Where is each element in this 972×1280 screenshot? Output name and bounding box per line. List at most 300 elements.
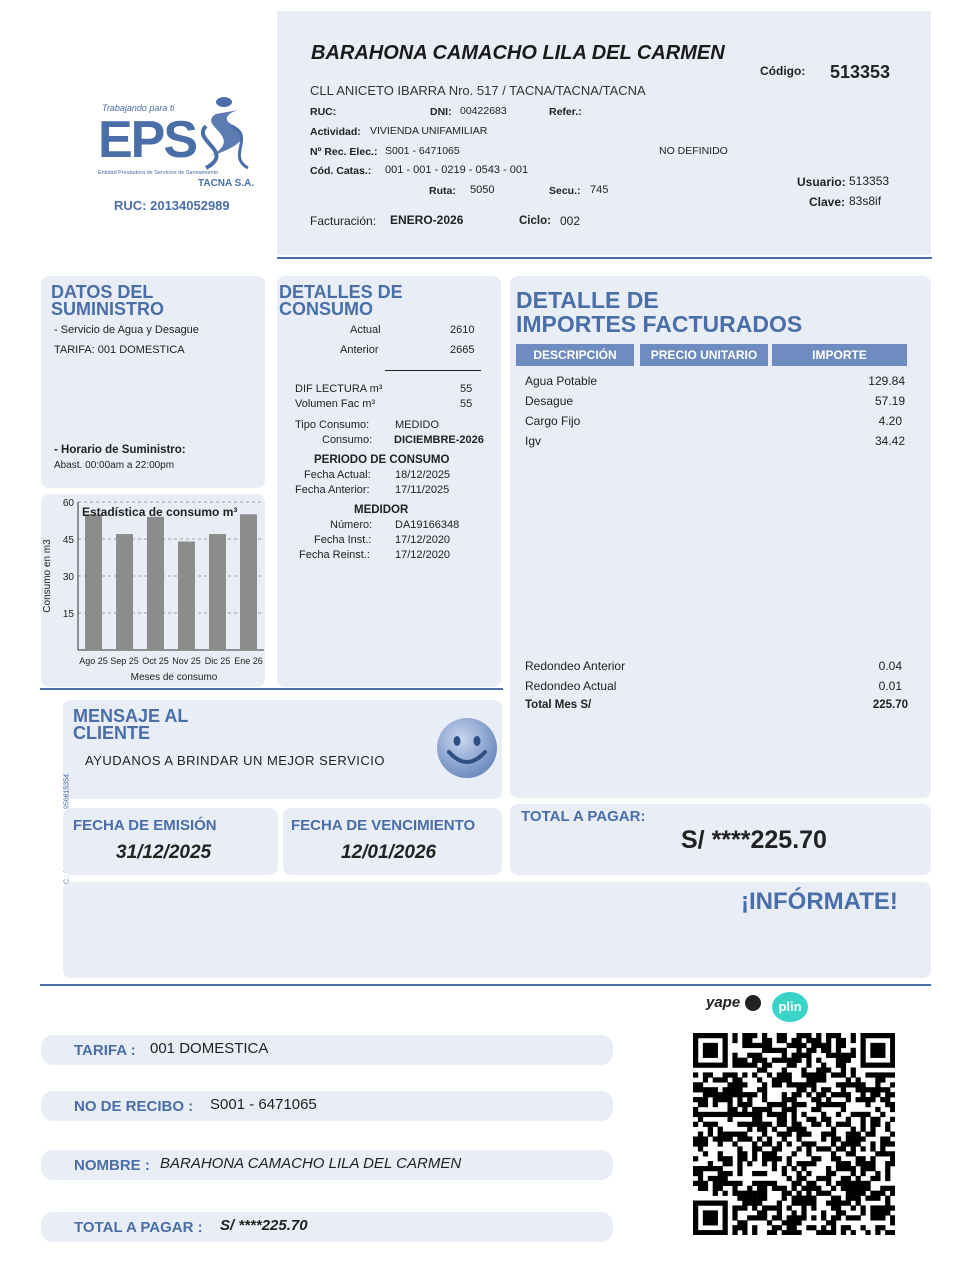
qr-module — [806, 1053, 811, 1058]
qr-module — [890, 1191, 895, 1196]
qr-module — [796, 1220, 801, 1225]
chart-bar — [209, 534, 226, 650]
qr-module — [792, 1117, 797, 1122]
suministro-title-1: DATOS DEL — [51, 282, 154, 302]
qr-module — [737, 1122, 742, 1127]
qr-module — [880, 1205, 885, 1210]
qr-module — [821, 1191, 826, 1196]
qr-module — [841, 1225, 846, 1230]
qr-module — [762, 1063, 767, 1068]
qr-module — [811, 1077, 816, 1082]
qr-module — [811, 1161, 816, 1166]
qr-module — [831, 1156, 836, 1161]
qr-module — [801, 1112, 806, 1117]
qr-module — [747, 1136, 752, 1141]
qr-module — [737, 1171, 742, 1176]
qr-module — [723, 1215, 728, 1220]
qr-module — [703, 1072, 708, 1077]
qr-module — [757, 1122, 762, 1127]
qr-module — [870, 1097, 875, 1102]
qr-module — [737, 1082, 742, 1087]
qr-module — [796, 1136, 801, 1141]
qr-module — [718, 1097, 723, 1102]
qr-module — [875, 1063, 880, 1068]
qr-module — [718, 1151, 723, 1156]
qr-module — [747, 1196, 752, 1201]
qr-module — [870, 1122, 875, 1127]
bottom-tarifa-label: TARIFA : — [74, 1042, 136, 1059]
qr-module — [811, 1097, 816, 1102]
qr-module — [708, 1176, 713, 1181]
qr-module — [865, 1063, 870, 1068]
qr-module — [762, 1186, 767, 1191]
qr-module — [777, 1141, 782, 1146]
qr-module — [762, 1058, 767, 1063]
x-tick-label: Ene 26 — [234, 656, 263, 666]
qr-module — [703, 1136, 708, 1141]
qr-module — [870, 1166, 875, 1171]
qr-module — [708, 1043, 713, 1048]
qr-module — [762, 1151, 767, 1156]
consumo-divider — [385, 370, 481, 371]
y-axis-label: Consumo en m3 — [42, 539, 53, 613]
qr-module — [703, 1033, 708, 1038]
qr-module — [723, 1077, 728, 1082]
qr-module — [713, 1053, 718, 1058]
qr-module — [742, 1112, 747, 1117]
qr-module — [796, 1132, 801, 1137]
qr-module — [801, 1033, 806, 1038]
qr-module — [698, 1097, 703, 1102]
qr-module — [851, 1181, 856, 1186]
qr-module — [851, 1136, 856, 1141]
qr-module — [846, 1215, 851, 1220]
qr-module — [718, 1186, 723, 1191]
qr-module — [693, 1112, 698, 1117]
qr-module — [870, 1063, 875, 1068]
qr-module — [836, 1156, 841, 1161]
qr-module — [796, 1043, 801, 1048]
chart-bar — [116, 534, 133, 650]
qr-module — [742, 1225, 747, 1230]
qr-module — [723, 1033, 728, 1038]
qr-module — [851, 1112, 856, 1117]
qr-module — [713, 1043, 718, 1048]
qr-module — [861, 1225, 866, 1230]
qr-module — [762, 1043, 767, 1048]
qr-module — [693, 1171, 698, 1176]
qr-module — [821, 1136, 826, 1141]
qr-module — [767, 1205, 772, 1210]
qr-module — [846, 1141, 851, 1146]
qr-module — [708, 1087, 713, 1092]
qr-module — [732, 1191, 737, 1196]
qr-module — [757, 1210, 762, 1215]
qr-module — [727, 1132, 732, 1137]
qr-module — [880, 1063, 885, 1068]
qr-module — [836, 1048, 841, 1053]
qr-module — [801, 1053, 806, 1058]
qr-module — [875, 1072, 880, 1077]
qr-module — [890, 1102, 895, 1107]
consumo-title-1: DETALLES DE — [279, 282, 403, 302]
qr-module — [792, 1127, 797, 1132]
qr-module — [856, 1176, 861, 1181]
qr-module — [742, 1072, 747, 1077]
dif-value: 55 — [460, 383, 473, 395]
qr-module — [698, 1132, 703, 1137]
redondeo-anterior-label: Redondeo Anterior — [525, 659, 626, 673]
qr-module — [851, 1053, 856, 1058]
logo-subtitle: Entidad Prestadora de Servicios de Saneamiento — [98, 170, 219, 176]
qr-module — [875, 1151, 880, 1156]
qr-module — [727, 1117, 732, 1122]
qr-module — [787, 1132, 792, 1137]
qr-module — [727, 1072, 732, 1077]
bottom-recibo — [41, 1091, 613, 1121]
qr-module — [792, 1097, 797, 1102]
qr-module — [767, 1230, 772, 1235]
qr-module — [870, 1043, 875, 1048]
qr-module — [723, 1072, 728, 1077]
qr-module — [703, 1097, 708, 1102]
qr-module — [806, 1072, 811, 1077]
qr-module — [885, 1087, 890, 1092]
qr-module — [826, 1122, 831, 1127]
qr-module — [890, 1156, 895, 1161]
qr-module — [865, 1166, 870, 1171]
qr-module — [762, 1141, 767, 1146]
qr-module — [856, 1141, 861, 1146]
qr-module — [851, 1082, 856, 1087]
qr-module — [856, 1215, 861, 1220]
total-mes-label: Total Mes S/ — [525, 699, 592, 711]
qr-module — [698, 1146, 703, 1151]
qr-module — [885, 1176, 890, 1181]
redondeo-anterior-value: 0.04 — [878, 659, 902, 673]
qr-module — [861, 1156, 866, 1161]
qr-module — [727, 1161, 732, 1166]
qr-module — [772, 1146, 777, 1151]
qr-module — [875, 1215, 880, 1220]
qr-module — [841, 1161, 846, 1166]
qr-module — [826, 1033, 831, 1038]
qr-module — [708, 1230, 713, 1235]
qr-module — [885, 1097, 890, 1102]
qr-module — [851, 1067, 856, 1072]
qr-module — [732, 1092, 737, 1097]
qr-module — [713, 1087, 718, 1092]
chart-bar — [240, 514, 257, 650]
qr-module — [846, 1191, 851, 1196]
qr-module — [792, 1151, 797, 1156]
qr-module — [821, 1048, 826, 1053]
qr-module — [742, 1191, 747, 1196]
qr-module — [821, 1043, 826, 1048]
freinst-value: 17/12/2020 — [395, 549, 451, 561]
qr-module — [762, 1048, 767, 1053]
qr-module — [787, 1127, 792, 1132]
qr-module — [841, 1201, 846, 1206]
qr-module — [831, 1127, 836, 1132]
qr-module — [757, 1146, 762, 1151]
qr-module — [870, 1210, 875, 1215]
qr-module — [836, 1146, 841, 1151]
qr-module — [782, 1097, 787, 1102]
qr-module — [742, 1205, 747, 1210]
catas-label: Cód. Catas.: — [310, 165, 372, 177]
qr-module — [880, 1048, 885, 1053]
qr-module — [806, 1033, 811, 1038]
total-value: S/ ****225.70 — [681, 826, 827, 854]
qr-module — [811, 1087, 816, 1092]
qr-module — [752, 1053, 757, 1058]
qr-module — [846, 1201, 851, 1206]
qr-module — [727, 1112, 732, 1117]
qr-module — [826, 1181, 831, 1186]
nrec-label: Nº Rec. Elec.: — [310, 146, 378, 158]
qr-module — [782, 1033, 787, 1038]
qr-module — [796, 1102, 801, 1107]
qr-module — [792, 1092, 797, 1097]
ruta-label: Ruta: — [429, 185, 456, 197]
qr-module — [880, 1112, 885, 1117]
bottom-recibo-label: NO DE RECIBO : — [74, 1098, 194, 1115]
qr-module — [752, 1230, 757, 1235]
item-value: 57.19 — [874, 394, 905, 408]
qr-module — [806, 1063, 811, 1068]
qr-module — [787, 1230, 792, 1235]
qr-module — [865, 1132, 870, 1137]
qr-module — [826, 1097, 831, 1102]
qr-module — [811, 1048, 816, 1053]
qr-module — [806, 1038, 811, 1043]
qr-module — [885, 1122, 890, 1127]
qr-module — [841, 1102, 846, 1107]
qr-module — [713, 1092, 718, 1097]
qr-module — [698, 1136, 703, 1141]
qr-module — [846, 1136, 851, 1141]
qr-module — [801, 1205, 806, 1210]
qr-module — [856, 1186, 861, 1191]
qr-module — [861, 1112, 866, 1117]
qr-module — [718, 1127, 723, 1132]
qr-module — [885, 1127, 890, 1132]
qr-module — [851, 1186, 856, 1191]
qr-module — [875, 1191, 880, 1196]
item-label: Desague — [525, 394, 574, 408]
qr-module — [732, 1087, 737, 1092]
qr-module — [811, 1205, 816, 1210]
qr-module — [792, 1186, 797, 1191]
periodo-title: PERIODO DE CONSUMO — [314, 454, 450, 466]
qr-module — [816, 1122, 821, 1127]
qr-module — [693, 1097, 698, 1102]
qr-module — [811, 1141, 816, 1146]
qr-module — [831, 1215, 836, 1220]
qr-module — [870, 1048, 875, 1053]
qr-module — [836, 1033, 841, 1038]
qr-module — [851, 1151, 856, 1156]
qr-module — [777, 1186, 782, 1191]
qr-module — [841, 1058, 846, 1063]
qr-module — [723, 1063, 728, 1068]
qr-module — [703, 1077, 708, 1082]
qr-module — [870, 1092, 875, 1097]
qr-module — [723, 1048, 728, 1053]
qr-module — [693, 1122, 698, 1127]
anterior-label: Anterior — [340, 344, 379, 356]
qr-module — [708, 1161, 713, 1166]
qr-module — [846, 1082, 851, 1087]
qr-module — [752, 1033, 757, 1038]
qr-module — [767, 1102, 772, 1107]
qr-module — [826, 1102, 831, 1107]
qr-module — [742, 1107, 747, 1112]
qr-module — [841, 1053, 846, 1058]
qr-module — [801, 1196, 806, 1201]
qr-module — [693, 1201, 698, 1206]
qr-module — [806, 1048, 811, 1053]
qr-module — [811, 1215, 816, 1220]
qr-module — [727, 1156, 732, 1161]
qr-module — [880, 1186, 885, 1191]
qr-module — [811, 1107, 816, 1112]
qr-module — [742, 1033, 747, 1038]
qr-module — [713, 1048, 718, 1053]
qr-module — [846, 1092, 851, 1097]
qr-module — [757, 1215, 762, 1220]
qr-module — [811, 1156, 816, 1161]
qr-module — [870, 1196, 875, 1201]
qr-module — [861, 1191, 866, 1196]
qr-module — [811, 1038, 816, 1043]
qr-module — [777, 1201, 782, 1206]
qr-module — [787, 1043, 792, 1048]
qr-module — [806, 1146, 811, 1151]
qr-module — [732, 1112, 737, 1117]
qr-module — [836, 1072, 841, 1077]
qr-module — [732, 1215, 737, 1220]
qr-module — [718, 1201, 723, 1206]
qr-module — [865, 1161, 870, 1166]
qr-module — [787, 1082, 792, 1087]
qr-module — [787, 1107, 792, 1112]
qr-module — [772, 1058, 777, 1063]
tipo-value: MEDIDO — [395, 419, 439, 431]
qr-module — [787, 1063, 792, 1068]
qr-module — [762, 1087, 767, 1092]
qr-module — [811, 1082, 816, 1087]
qr-module — [782, 1122, 787, 1127]
dif-label: DIF LECTURA m³ — [295, 383, 383, 395]
redondeo-actual-value: 0.01 — [878, 679, 902, 693]
qr-module — [708, 1112, 713, 1117]
qr-module — [796, 1176, 801, 1181]
redondeo-actual-label: Redondeo Actual — [525, 679, 617, 693]
qr-module — [806, 1077, 811, 1082]
qr-module — [792, 1122, 797, 1127]
x-tick-label: Sep 25 — [110, 656, 139, 666]
qr-module — [703, 1220, 708, 1225]
qr-module — [831, 1072, 836, 1077]
qr-module — [831, 1136, 836, 1141]
qr-module — [703, 1102, 708, 1107]
qr-module — [796, 1082, 801, 1087]
y-tick-label: 45 — [62, 535, 74, 546]
emision-value: 31/12/2025 — [116, 842, 212, 863]
qr-module — [723, 1092, 728, 1097]
qr-module — [880, 1097, 885, 1102]
qr-module — [762, 1191, 767, 1196]
qr-module — [861, 1082, 866, 1087]
qr-module — [713, 1097, 718, 1102]
qr-module — [792, 1053, 797, 1058]
qr-module — [841, 1141, 846, 1146]
qr-module — [782, 1136, 787, 1141]
y-tick-label: 30 — [62, 572, 74, 583]
qr-module — [796, 1191, 801, 1196]
qr-module — [723, 1230, 728, 1235]
qr-module — [796, 1087, 801, 1092]
bottom-recibo-value: S001 - 6471065 — [210, 1096, 317, 1113]
qr-module — [787, 1220, 792, 1225]
qr-module — [767, 1107, 772, 1112]
qr-module — [772, 1082, 777, 1087]
qr-module — [757, 1058, 762, 1063]
qr-module — [885, 1151, 890, 1156]
qr-module — [757, 1201, 762, 1206]
qr-module — [737, 1102, 742, 1107]
qr-module — [742, 1136, 747, 1141]
suministro-title-2: SUMINISTRO — [51, 299, 165, 319]
col-importe: IMPORTE — [772, 344, 907, 366]
qr-module — [752, 1092, 757, 1097]
x-axis-label: Meses de consumo — [130, 672, 218, 683]
ruta-value: 5050 — [470, 184, 495, 196]
qr-module — [801, 1210, 806, 1215]
qr-module — [846, 1151, 851, 1156]
qr-module — [870, 1132, 875, 1137]
qr-module — [772, 1186, 777, 1191]
qr-module — [821, 1230, 826, 1235]
qr-module — [811, 1181, 816, 1186]
qr-module — [772, 1048, 777, 1053]
qr-module — [787, 1072, 792, 1077]
bottom-tarifa — [41, 1035, 613, 1065]
qr-module — [836, 1201, 841, 1206]
qr-module — [747, 1102, 752, 1107]
actual-value: 2610 — [450, 324, 475, 336]
qr-module — [865, 1186, 870, 1191]
qr-module — [841, 1043, 846, 1048]
qr-module — [693, 1063, 698, 1068]
qr-module — [890, 1161, 895, 1166]
qr-module — [698, 1102, 703, 1107]
qr-module — [782, 1117, 787, 1122]
codigo-label: Código: — [760, 64, 806, 78]
qr-module — [767, 1151, 772, 1156]
catas-value: 001 - 001 - 0219 - 0543 - 001 — [385, 164, 529, 176]
qr-module — [708, 1220, 713, 1225]
qr-module — [821, 1132, 826, 1137]
qr-module — [742, 1058, 747, 1063]
qr-module — [796, 1038, 801, 1043]
anterior-value: 2665 — [450, 344, 475, 356]
qr-module — [723, 1181, 728, 1186]
qr-module — [737, 1132, 742, 1137]
qr-module — [861, 1181, 866, 1186]
